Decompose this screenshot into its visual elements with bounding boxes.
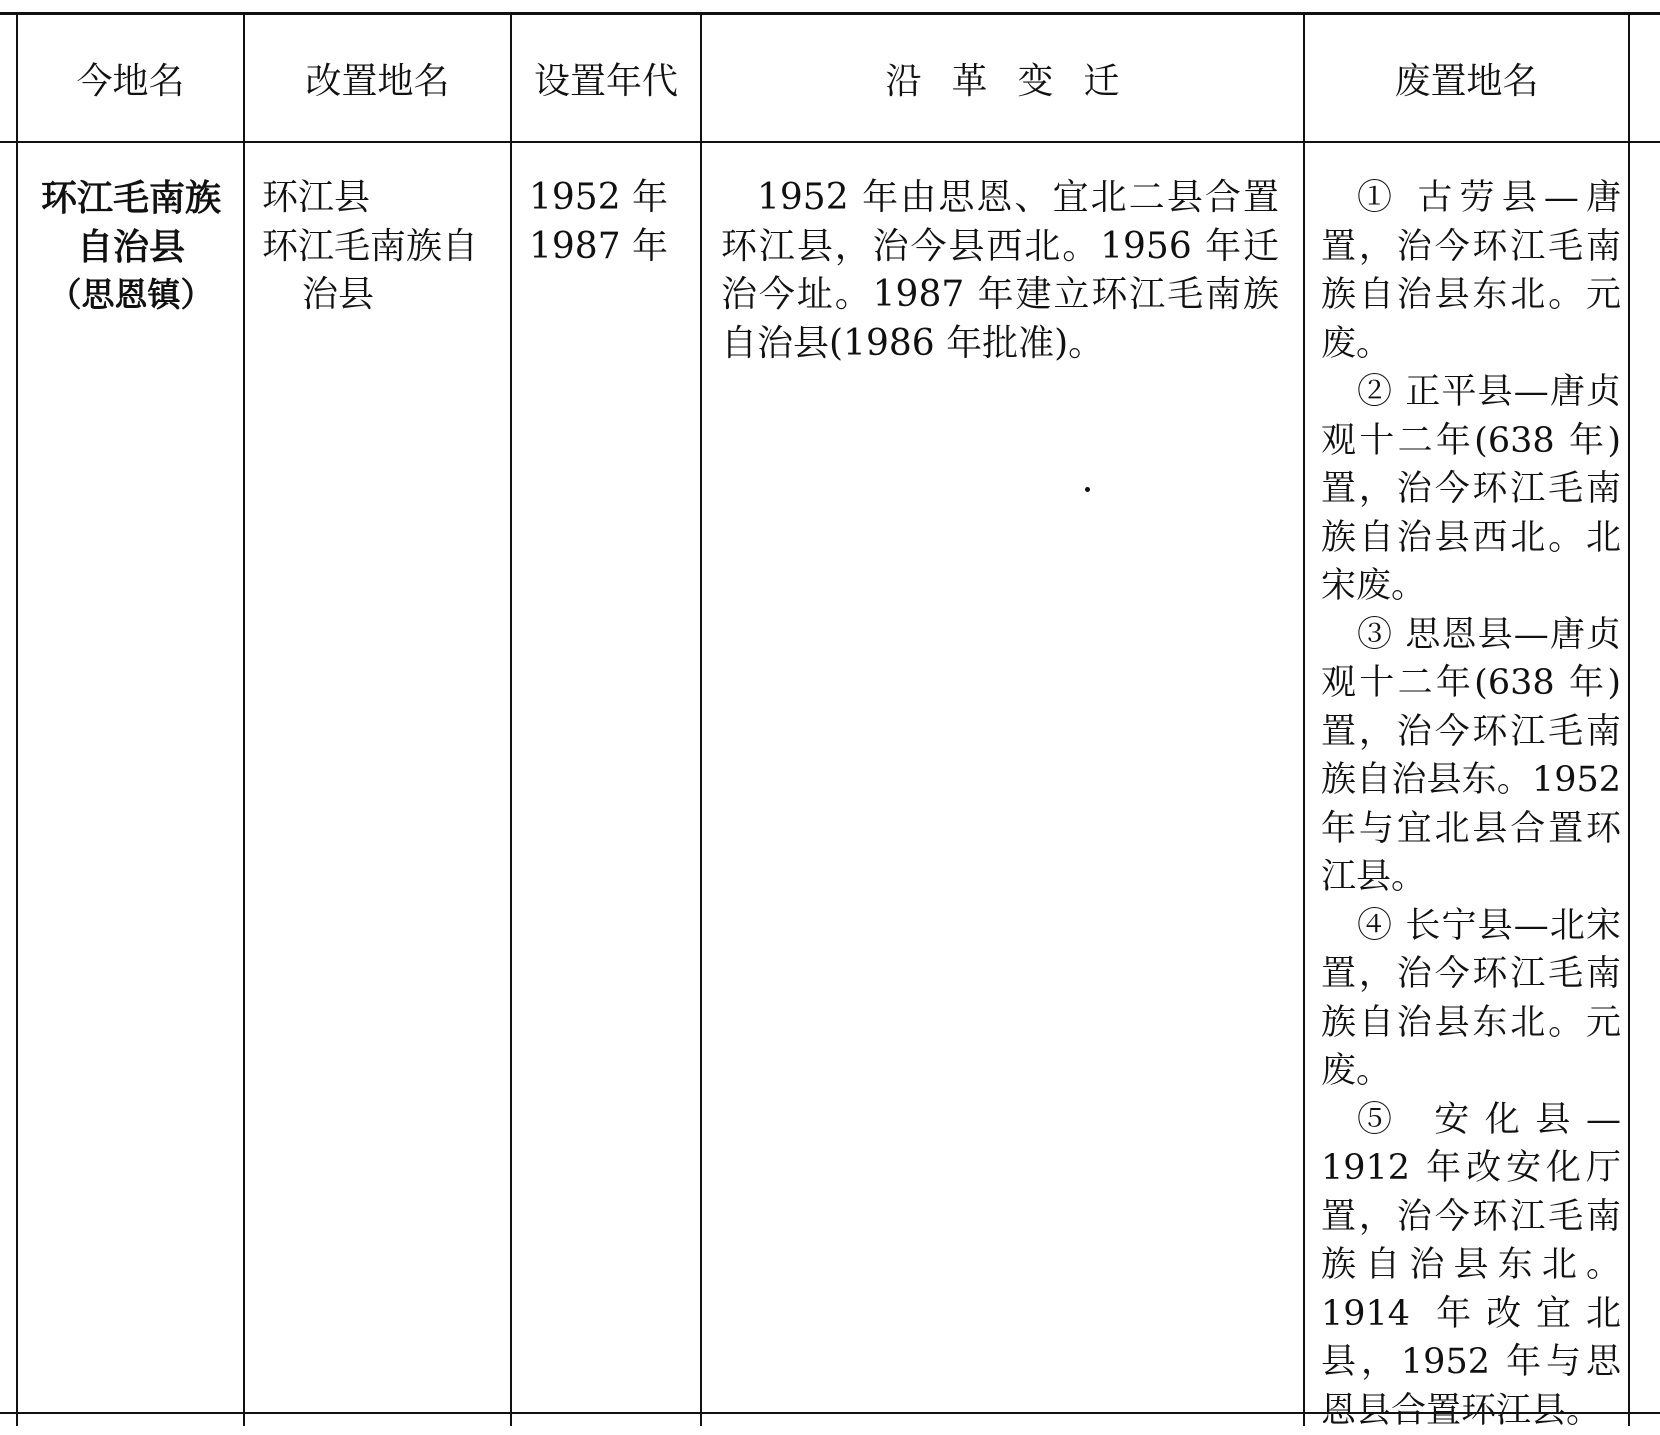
column-divider-2: [510, 12, 512, 1426]
column-divider-4: [1303, 12, 1305, 1426]
cell-current-name: [26, 174, 236, 320]
table-right-rule: [1628, 12, 1630, 1426]
header-established: [512, 15, 700, 141]
established-line2: 1987 年: [529, 223, 699, 272]
header-changed-name-text: 改置地名: [305, 53, 449, 104]
column-divider-3: [700, 12, 702, 1426]
header-changed-name: [245, 15, 510, 141]
abolished-entry-1: ① 古劳县—唐置，治今环江毛南族自治县东北。元废。: [1321, 174, 1621, 368]
header-current-name-text: 今地名: [76, 53, 184, 104]
header-history-text: 沿革变迁: [855, 53, 1149, 104]
current-name-line2: 自治县: [26, 223, 236, 272]
history-text: 1952 年由思恩、宜北二县合置环江县，治今县西北。1956 年迁治今址。1987 年建立环江毛南族自治县(1986 年批准)。: [721, 177, 1279, 364]
established-line1: 1952 年: [529, 174, 699, 223]
header-bottom-rule: [0, 141, 1660, 143]
changed-name-line3: 治县: [262, 271, 508, 320]
changed-name-line2: 环江毛南族自: [262, 223, 508, 272]
abolished-entry-2: ② 正平县—唐贞观十二年(638 年)置，治今环江毛南族自治县西北。北宋废。: [1321, 368, 1621, 611]
cell-established: [529, 174, 699, 271]
abolished-entry-4: ④ 长宁县—北宋置，治今环江毛南族自治县东北。元废。: [1321, 902, 1621, 1096]
changed-name-line1: 环江县: [262, 174, 508, 223]
cell-changed-name: [262, 174, 508, 320]
header-current-name: [18, 15, 243, 141]
table-left-rule: [16, 12, 18, 1426]
abolished-entry-5: ⑤ 安化县—1912 年改安化厅置，治今环江毛南族自治县东北。1914 年改宜北县，1952 年与思恩县合置环江县。: [1321, 1096, 1621, 1435]
header-established-text: 设置年代: [534, 53, 678, 104]
column-divider-1: [243, 12, 245, 1426]
scan-speck: [1085, 487, 1090, 492]
current-name-line3: （思恩镇）: [26, 271, 236, 320]
header-abolished: [1305, 15, 1628, 141]
header-abolished-text: 废置地名: [1394, 53, 1538, 104]
abolished-entry-3: ③ 思恩县—唐贞观十二年(638 年)置，治今环江毛南族自治县东。1952 年与宜北县合置环江县。: [1321, 611, 1621, 902]
cell-history: [721, 174, 1279, 368]
header-history: [702, 15, 1303, 141]
current-name-line1: 环江毛南族: [26, 174, 236, 223]
cell-abolished: [1321, 174, 1621, 1435]
